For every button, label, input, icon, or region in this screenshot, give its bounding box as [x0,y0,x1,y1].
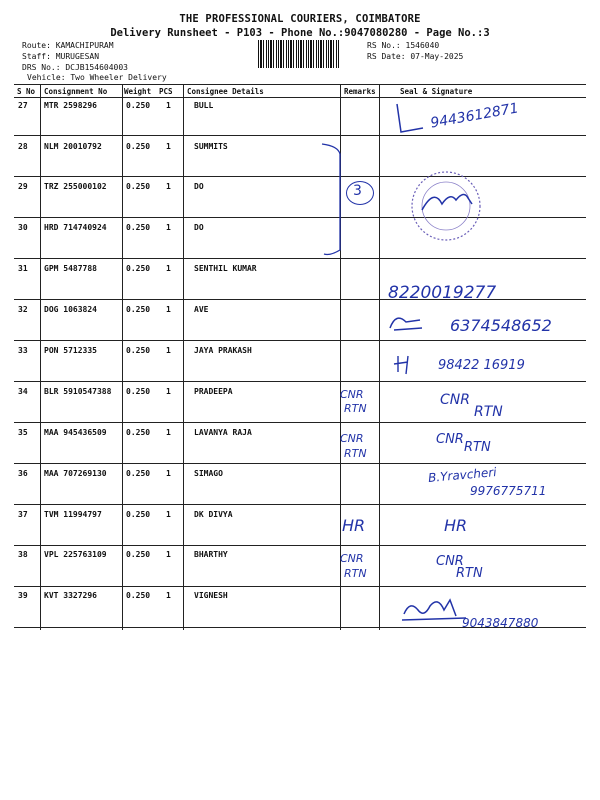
row-sno: 32 [18,305,28,314]
column-divider [379,85,380,630]
signature-rtn: RTN [456,566,483,581]
column-divider [183,85,184,630]
remark-rtn: RTN [344,402,367,415]
row-pcs: 1 [166,469,171,478]
row-weight: 0.250 [126,591,151,600]
row-weight: 0.250 [126,305,151,314]
row-sno: 28 [18,142,28,151]
signature-cnr: CNR [436,554,464,569]
column-header-consignment: Consignment No [44,87,108,96]
column-header-remarks: Remarks [344,87,376,96]
row-consignee: DK DIVYA [194,510,233,519]
row-divider [14,422,586,423]
row-pcs: 1 [166,510,171,519]
row-pcs: 1 [166,550,171,559]
remark-bracket [318,140,348,260]
row-consignment: MTR 2598296 [44,101,97,110]
row-consignee: LAVANYA RAJA [194,428,252,437]
handwritten-name: B.Yravcheri [427,465,498,485]
column-header-sno: S No [17,87,36,96]
row-divider [14,258,586,259]
document-title: THE PROFESSIONAL COURIERS, COIMBATORE [179,13,421,25]
row-pcs: 1 [166,223,171,232]
row-consignee: SENTHIL KUMAR [194,264,257,273]
column-header-signature: Seal & Signature [400,87,473,96]
row-consignment: MAA 707269130 [44,469,107,478]
column-divider [122,85,123,630]
signature-scribble [395,100,435,140]
row-weight: 0.250 [126,182,151,191]
seal-stamp [408,170,488,250]
handwritten-phone: 9976775711 [470,484,547,498]
row-weight: 0.250 [126,101,151,110]
row-sno: 33 [18,346,28,355]
row-pcs: 1 [166,264,171,273]
row-pcs: 1 [166,182,171,191]
row-sno: 30 [18,223,28,232]
handwritten-phone: 98422 16919 [438,358,525,373]
row-consignment: TRZ 255000102 [44,182,107,191]
row-sno: 36 [18,469,28,478]
row-sno: 29 [18,182,28,191]
remark-rtn: RTN [344,447,367,460]
row-sno: 27 [18,101,28,110]
table-header-rule [14,97,586,98]
row-consignment: TVM 11994797 [44,510,102,519]
barcode [258,40,340,68]
row-weight: 0.250 [126,550,151,559]
row-consignment: BLR 5910547388 [44,387,112,396]
row-weight: 0.250 [126,387,151,396]
row-consignment: GPM 5487788 [44,264,97,273]
row-consignment: HRD 714740924 [44,223,107,232]
row-weight: 0.250 [126,223,151,232]
row-consignee: VIGNESH [194,591,228,600]
signature-cnr: CNR [436,432,464,447]
row-pcs: 1 [166,305,171,314]
row-pcs: 1 [166,101,171,110]
remark-circle-number: 3 [353,183,362,199]
row-sno: 39 [18,591,28,600]
table-top-rule [14,84,586,85]
row-consignee: DO [194,182,204,191]
row-weight: 0.250 [126,264,151,273]
row-divider [14,299,586,300]
signature-scribble [392,352,422,376]
row-weight: 0.250 [126,469,151,478]
row-consignment: NLM 20010792 [44,142,102,151]
row-divider [14,545,586,546]
rs-number: RS No.: 1546040 [367,41,440,50]
row-pcs: 1 [166,346,171,355]
row-consignment: PON 5712335 [44,346,97,355]
rs-date: RS Date: 07-May-2025 [367,52,464,61]
handwritten-phone: 9043847880 [462,616,539,630]
column-header-weight: Weight [124,87,152,96]
row-divider [14,176,586,177]
vehicle-label: Vehicle: Two Wheeler Delivery [27,73,167,82]
column-divider [40,85,41,630]
signature-hr: HR [444,516,468,535]
row-divider [14,340,586,341]
row-consignee: BHARTHY [194,550,228,559]
row-consignee: AVE [194,305,209,314]
row-weight: 0.250 [126,510,151,519]
row-pcs: 1 [166,142,171,151]
row-divider [14,586,586,587]
remark-cnr: CNR [340,388,364,401]
row-sno: 31 [18,264,28,273]
signature-scribble [400,592,470,628]
handwritten-phone: 6374548652 [450,316,552,335]
row-sno: 34 [18,387,28,396]
row-consignee: SIMAGO [194,469,223,478]
row-consignee: JAYA PRAKASH [194,346,252,355]
row-weight: 0.250 [126,428,151,437]
row-consignee: BULL [194,101,214,110]
row-pcs: 1 [166,591,171,600]
signature-rtn: RTN [474,404,503,420]
row-consignment: DOG 1063824 [44,305,97,314]
remark-cnr: CNR [340,432,364,445]
row-consignee: PRADEEPA [194,387,233,396]
row-consignee: SUMMITS [194,142,228,151]
remark-rtn: RTN [344,567,367,580]
drs-label: DRS No.: DCJB154604003 [22,63,128,72]
row-weight: 0.250 [126,142,151,151]
signature-cnr: CNR [440,392,470,408]
handwritten-phone: 8220019277 [388,283,497,303]
row-pcs: 1 [166,387,171,396]
row-divider [14,504,586,505]
row-weight: 0.250 [126,346,151,355]
remark-hr: HR [342,516,366,535]
row-consignee: DO [194,223,204,232]
signature-scribble [386,310,426,334]
route-label: Route: KAMACHIPURAM [22,41,114,50]
row-sno: 35 [18,428,28,437]
row-divider [14,135,586,136]
document-subtitle: Delivery Runsheet - P103 - Phone No.:9047080280 - Page No.:3 [110,27,490,39]
column-header-pcs: PCS [159,87,173,96]
row-consignment: VPL 225763109 [44,550,107,559]
row-sno: 38 [18,550,28,559]
row-consignment: MAA 945436509 [44,428,107,437]
row-sno: 37 [18,510,28,519]
row-divider [14,463,586,464]
signature-rtn: RTN [464,440,491,455]
handwritten-phone: 9443612871 [429,100,520,132]
staff-label: Staff: MURUGESAN [22,52,100,61]
row-consignment: KVT 3327296 [44,591,97,600]
row-divider [14,217,586,218]
column-header-consignee: Consignee Details [187,87,264,96]
row-pcs: 1 [166,428,171,437]
row-divider [14,381,586,382]
remark-cnr: CNR [340,552,364,565]
